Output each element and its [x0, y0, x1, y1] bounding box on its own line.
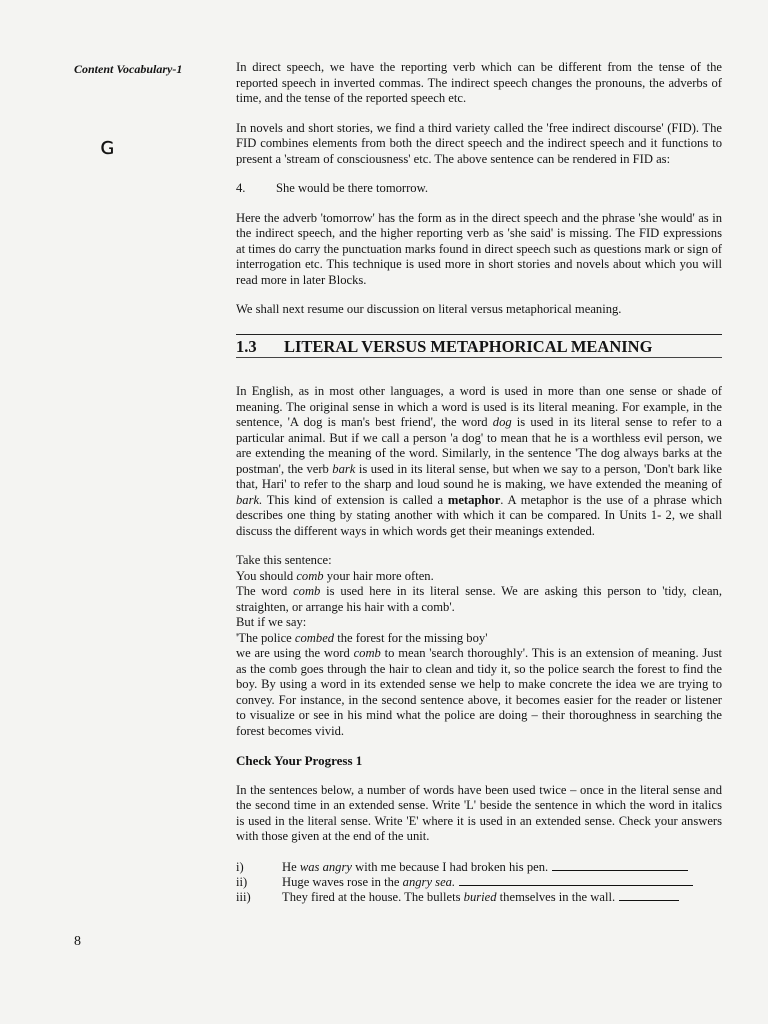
exercise-item: i) He was angry with me because I had broken his pen. [236, 859, 722, 874]
exercise-item: iii) They fired at the house. The bullets buried themselves in the wall. [236, 889, 722, 904]
progress-heading: Check Your Progress 1 [236, 753, 363, 768]
line-but-if: But if we say: [236, 615, 307, 629]
example-text: She would be there tomorrow. [276, 181, 429, 195]
answer-blank[interactable] [619, 889, 679, 901]
paragraph-direct-speech: In direct speech, we have the reporting verb which can be different from the tense of the reported speech in inverted commas. The indirect speech changes the pronouns, the adverbs of time, and the tense of the reported speech etc. [236, 60, 722, 105]
section-heading [236, 334, 722, 359]
paragraph-fid: In novels and short stories, we find a third variety called the 'free indirect discourse' (FID). The FID combines elements from both the direct speech and the indirect speech and it functions to present a 'stream of consciousness' etc. The above sentence can be rendered in FID as: [236, 120, 722, 166]
line-comb-example: You should comb your hair more often. [236, 568, 434, 583]
progress-instructions: In the sentences below, a number of words have been used twice – once in the literal sense and the second time in an extended sense. Write 'L' beside the sentence in which the word in italics is used in the literal sense. Write 'E' where it is used in an extended sense. Check your answers with those given at the end of the unit. [236, 782, 722, 843]
answer-blank[interactable] [459, 874, 693, 886]
running-header: Content Vocabulary-1 [74, 62, 183, 76]
margin-mark: ɢ [100, 132, 116, 160]
example-number: 4. [236, 181, 246, 195]
section-number: 1.3 [236, 336, 257, 356]
line-take-sentence: Take this sentence: [236, 553, 332, 567]
main-content [236, 60, 722, 904]
paragraph-extension: we are using the word comb to mean 'search thoroughly'. This is an extension of meaning. Just as the comb goes through the hair to clean and tidy it, so the police search the forest to find the boy. By using a word in its extended sense we help to make concrete the idea we are trying to convey. For instance, in the second sentence above, it becomes easier for the reader or listener to visualize or see in his mind what the police are doing – their thoroughness in searching the forest becomes vivid. [236, 646, 723, 738]
metaphor-term: metaphor [447, 492, 501, 507]
paragraph-resume: We shall next resume our discussion on literal versus metaphorical meaning. [236, 302, 622, 316]
page-number: 8 [74, 934, 81, 949]
paragraph-adverb: Here the adverb 'tomorrow' has the form as in the direct speech and the phrase 'she would' as in the indirect speech, and the higher reporting verb as 'she said' is missing. The FID expressions at times do carry the punctuation marks found in direct speech such as questions mark or sign of interrogation etc. This technique is used more in short stories and novels about which you will read more in later Blocks. [236, 210, 722, 287]
exercise-item: ii) Huge waves rose in the angry sea. [236, 874, 722, 889]
example-sentence [236, 181, 722, 197]
line-police-example: 'The police combed the forest for the missing boy' [236, 630, 488, 645]
paragraph-literal-meaning: In English, as in most other languages, a word is used in more than one sense or shade of meaning. The original sense in which a word is used is its literal meaning. For example, in the sentence, 'A dog is man's best friend', the word dog is used in its literal sense to refer to a particular animal. But if we call a person 'a dog' to mean that he is a worthless evil person, we are extending the meaning of the word. Similarly, in the sentence 'The dog always barks at the postman', the verb bark is used in its literal sense, but when we say to a person, 'Don't bark like that, Hari' to refer to the sharp and loud sound he is making, we have extended the meaning of bark. This kind of extension is called a metaphor. A metaphor is the use of a phrase which describes one thing by stating another with which it can be compared. In Units 1- 2, we shall discuss the different ways in which words get their meanings extended. [236, 384, 723, 538]
exercise-list [236, 859, 722, 904]
line-comb-literal: The word comb is used here in its literal sense. We are asking this person to 'tidy, clean, straighten, or arrange his hair with a comb'. [236, 584, 722, 614]
section-title: LITERAL VERSUS METAPHORICAL MEANING [284, 336, 653, 356]
answer-blank[interactable] [552, 859, 688, 871]
